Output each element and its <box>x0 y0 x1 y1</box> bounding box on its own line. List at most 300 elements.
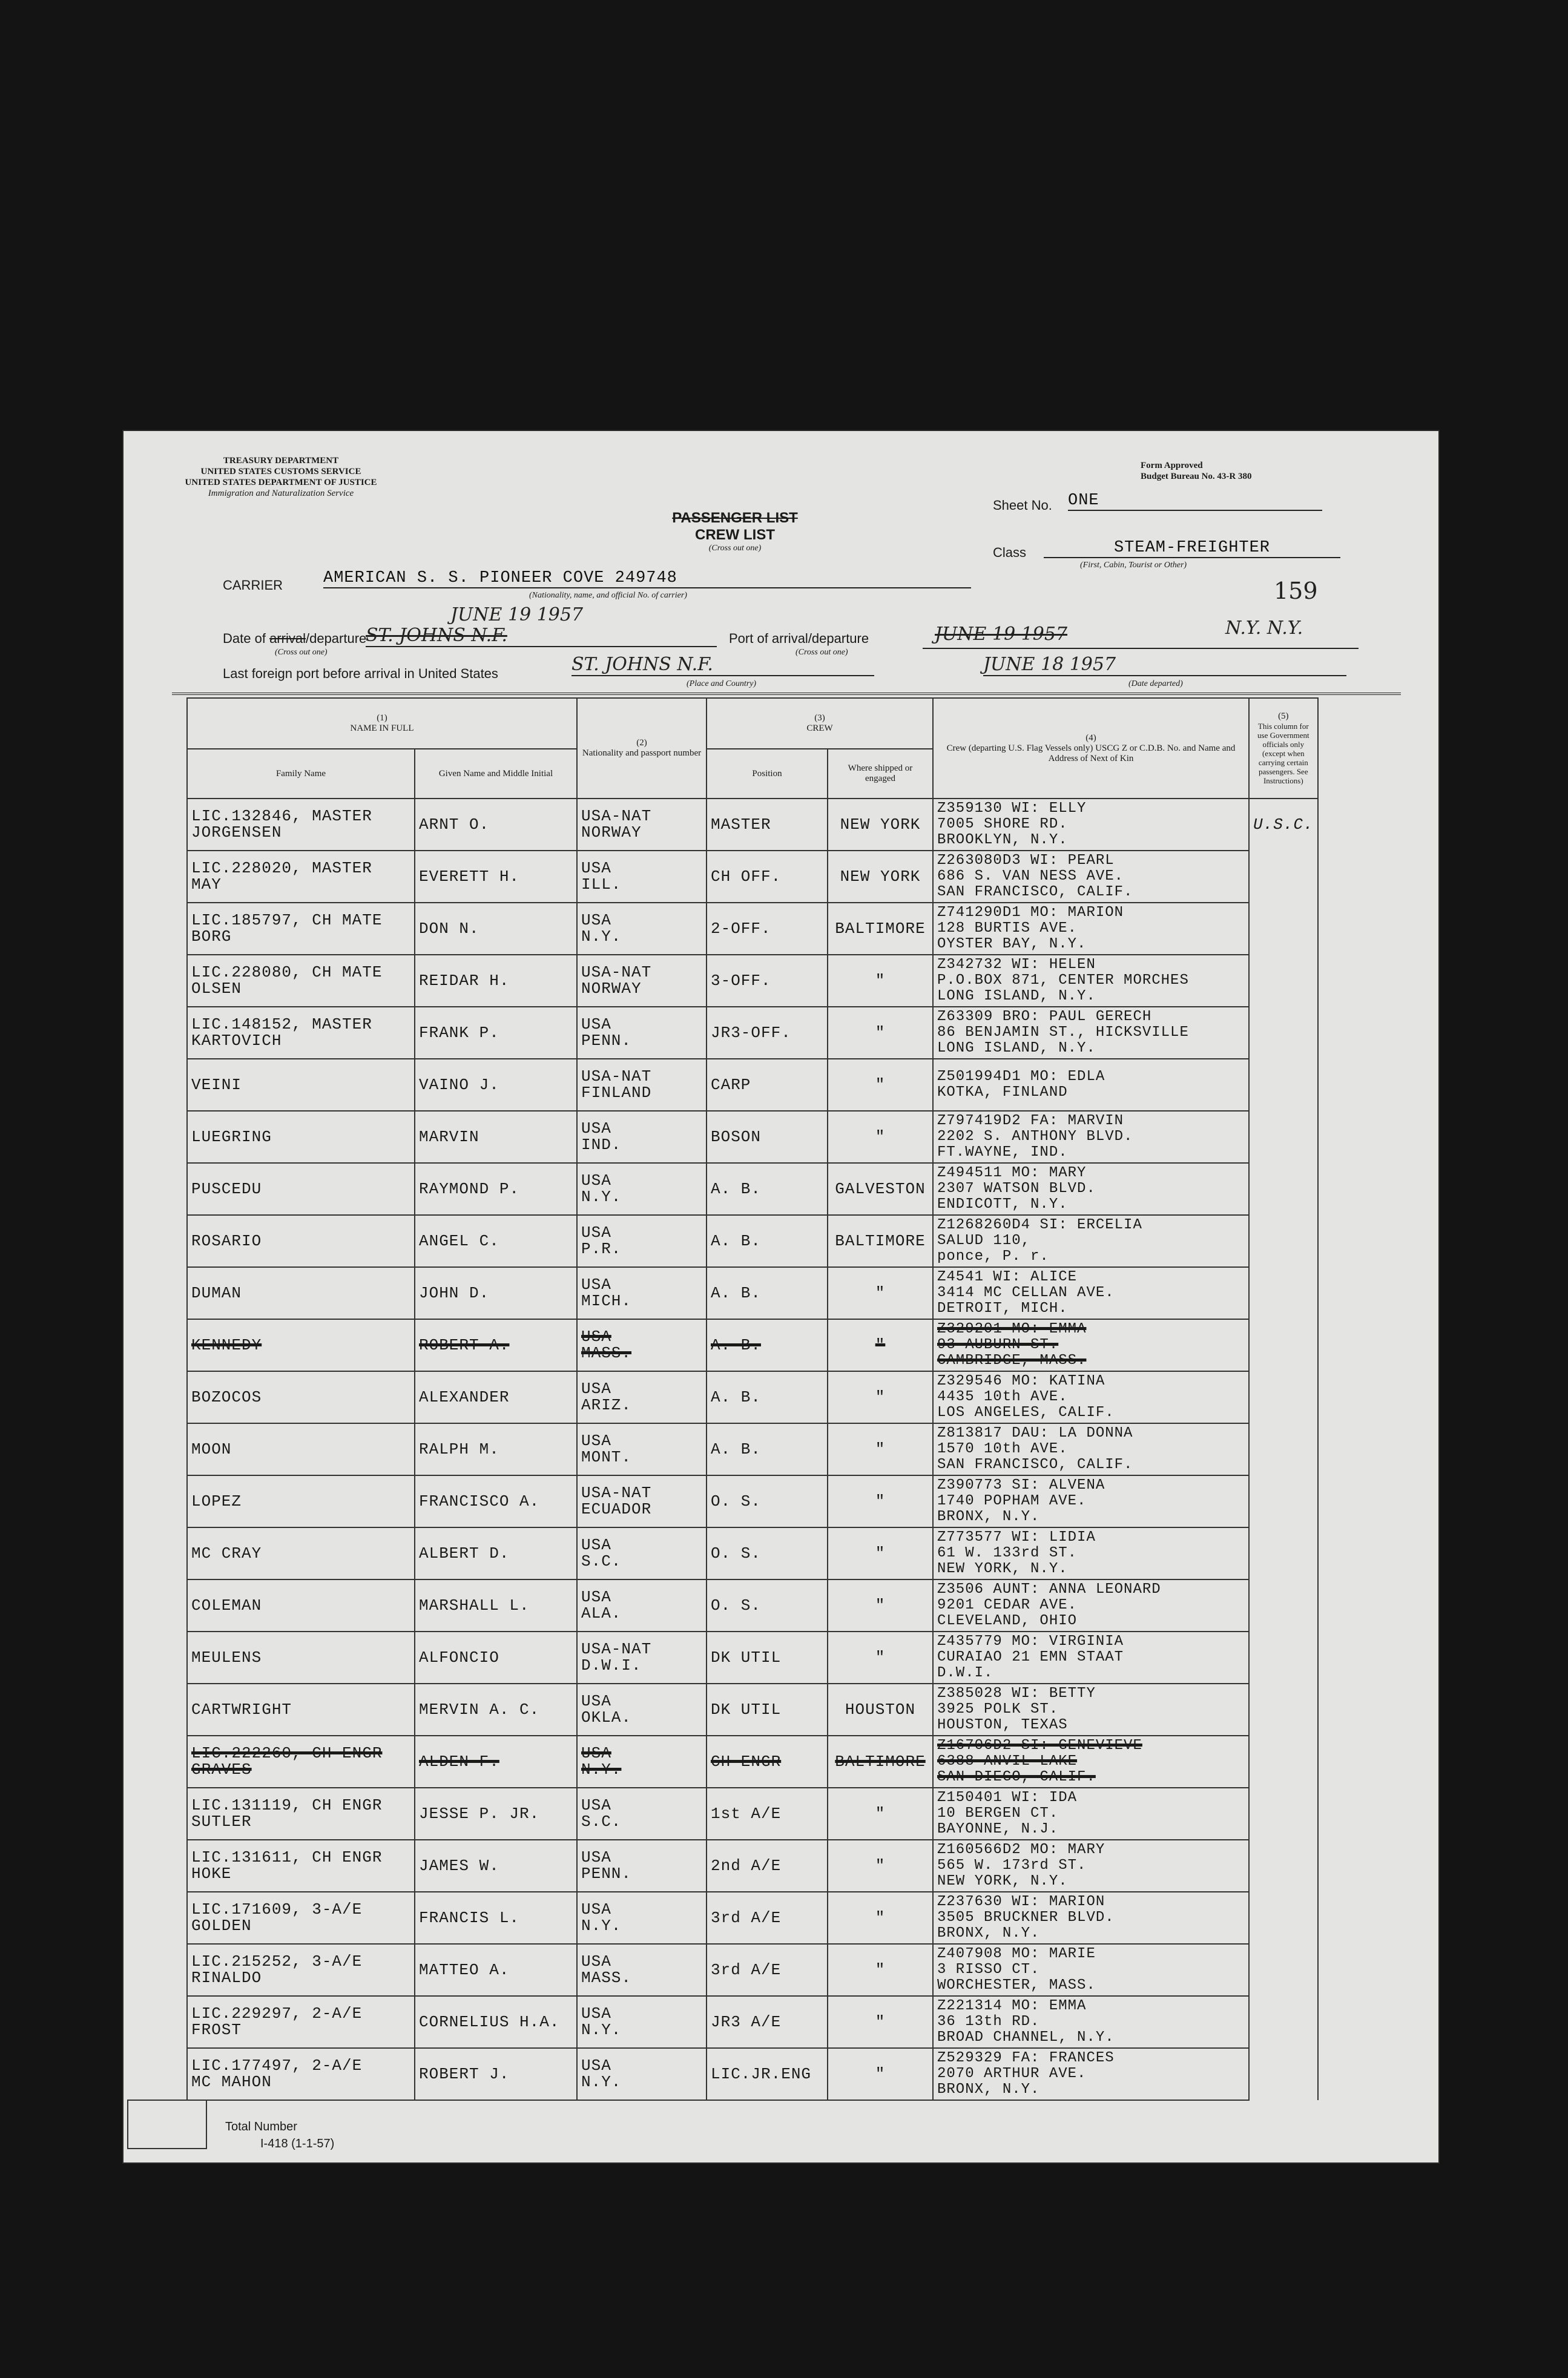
crew-family-name <box>187 955 415 1007</box>
crew-family-name-family2: MC CRAY <box>191 1544 262 1563</box>
crew-list-form <box>124 431 1438 2162</box>
crew-nationality-nat2: P.R. <box>581 1240 622 1258</box>
crew-next-of-kin-kin1: Z390773 SI: ALVENA <box>937 1477 1105 1494</box>
crew-where-shipped-where: BALTIMORE <box>835 1231 926 1250</box>
port-underline <box>923 648 1359 649</box>
crew-government-use <box>1249 1579 1318 1632</box>
crew-next-of-kin <box>933 1111 1249 1163</box>
crew-next-of-kin-kin3: SAN DIEGO, CALIF. <box>937 1769 1096 1785</box>
crew-given-name-given: JOHN D. <box>419 1283 490 1302</box>
crew-where-shipped-where: HOUSTON <box>845 1700 916 1719</box>
crew-family-name-family1: LIC.148152, MASTER <box>191 1015 372 1033</box>
crew-position-position: 3rd A/E <box>711 1908 782 1927</box>
crew-nationality <box>577 851 707 903</box>
crew-next-of-kin <box>933 1267 1249 1319</box>
crew-next-of-kin-kin1: Z407908 MO: MARIE <box>937 1946 1096 1962</box>
crew-where-shipped-where: " <box>875 971 886 990</box>
crew-government-use <box>1249 1059 1318 1111</box>
crew-next-of-kin-kin2: 2202 S. ANTHONY BLVD. <box>937 1128 1133 1145</box>
crew-nationality <box>577 1788 707 1840</box>
crew-family-name-family2: DUMAN <box>191 1283 242 1302</box>
crew-nationality-nat1: USA <box>581 1276 611 1294</box>
crew-next-of-kin-kin2: KOTKA, FINLAND <box>937 1084 1068 1101</box>
crew-given-name <box>415 1684 577 1736</box>
crew-family-name <box>187 1163 415 1215</box>
crew-family-name-family2: FROST <box>191 2021 242 2039</box>
crew-nationality-nat2: MASS. <box>581 1969 632 1987</box>
crew-next-of-kin <box>933 1632 1249 1684</box>
crew-nationality <box>577 1319 707 1371</box>
crew-given-name-given: JESSE P. JR. <box>419 1804 540 1823</box>
crew-next-of-kin <box>933 799 1249 851</box>
crew-next-of-kin <box>933 1892 1249 1944</box>
crew-next-of-kin-kin3: OYSTER BAY, N.Y. <box>937 936 1087 952</box>
crew-family-name <box>187 1319 415 1371</box>
crew-nationality-nat2: ARIZ. <box>581 1396 632 1414</box>
crew-government-use <box>1249 1423 1318 1475</box>
crew-position <box>707 799 828 851</box>
family-name-header: Family Name <box>187 749 415 799</box>
crew-given-name <box>415 903 577 955</box>
date-struck-note: ST. JOHNS N.F. <box>366 625 717 647</box>
crew-family-name <box>187 1840 415 1892</box>
crew-position <box>707 1371 828 1423</box>
crew-government-use <box>1249 851 1318 903</box>
crew-where-shipped <box>828 851 933 903</box>
crew-nationality <box>577 1632 707 1684</box>
crew-government-use <box>1249 799 1318 851</box>
crew-position <box>707 1475 828 1527</box>
last-port-date-caption: (Date departed) <box>1128 679 1183 688</box>
crew-family-name <box>187 1996 415 2048</box>
crew-where-shipped <box>828 903 933 955</box>
crew-next-of-kin-kin2: 128 BURTIS AVE. <box>937 920 1078 937</box>
crew-family-name-family2: PUSCEDU <box>191 1179 262 1198</box>
crew-where-shipped <box>828 1371 933 1423</box>
crew-family-name-family2: KENNEDY <box>191 1336 262 1354</box>
crew-next-of-kin-kin3: ponce, P. r. <box>937 1248 1049 1265</box>
crew-given-name-given: FRANK P. <box>419 1023 499 1042</box>
crew-nationality-nat2: MONT. <box>581 1448 632 1466</box>
crew-given-name <box>415 1736 577 1788</box>
crew-next-of-kin <box>933 1371 1249 1423</box>
crew-family-name-family2: JORGENSEN <box>191 823 282 842</box>
crew-next-of-kin-kin2: 3925 POLK ST. <box>937 1701 1059 1718</box>
crew-given-name-given: MARSHALL L. <box>419 1596 530 1615</box>
crew-position <box>707 851 828 903</box>
crew-family-name-family2: MAY <box>191 875 222 894</box>
crew-next-of-kin-kin2: 86 BENJAMIN ST., HICKSVILLE <box>937 1024 1189 1041</box>
crew-next-of-kin <box>933 1059 1249 1111</box>
crew-next-of-kin-kin2: 9201 CEDAR AVE. <box>937 1597 1078 1613</box>
crew-position <box>707 1632 828 1684</box>
crew-next-of-kin-kin1: Z16706D2 SI: GENEVIEVE <box>937 1737 1142 1754</box>
crew-nationality-nat1: USA <box>581 1380 611 1398</box>
crew-row <box>187 2048 1318 2100</box>
crew-position-position: CARP <box>711 1075 751 1094</box>
crew-where-shipped <box>828 1267 933 1319</box>
crew-nationality-nat2: N.Y. <box>581 1917 622 1935</box>
crew-next-of-kin-kin2: P.O.BOX 871, CENTER MORCHES <box>937 972 1189 989</box>
crew-where-shipped <box>828 955 933 1007</box>
crew-given-name-given: FRANCISCO A. <box>419 1492 540 1510</box>
crew-given-name <box>415 1788 577 1840</box>
crew-family-name <box>187 1944 415 1996</box>
crew-government-use <box>1249 1267 1318 1319</box>
crew-next-of-kin-kin2: 1740 POPHAM AVE. <box>937 1493 1087 1509</box>
crew-government-use <box>1249 1007 1318 1059</box>
crew-family-name-family2: CARTWRIGHT <box>191 1700 292 1719</box>
crew-given-name-given: REIDAR H. <box>419 971 510 990</box>
crew-government-use <box>1249 1996 1318 2048</box>
crew-nationality-nat2: N.Y. <box>581 927 622 946</box>
crew-position <box>707 1163 828 1215</box>
crew-next-of-kin-kin3: BROOKLYN, N.Y. <box>937 832 1068 848</box>
crew-next-of-kin-kin3: BRONX, N.Y. <box>937 1509 1040 1525</box>
crew-nationality <box>577 1527 707 1579</box>
crew-next-of-kin <box>933 1475 1249 1527</box>
crew-row <box>187 1267 1318 1319</box>
crew-next-of-kin-kin2: 3414 MC CELLAN AVE. <box>937 1285 1115 1301</box>
crew-government-use <box>1249 955 1318 1007</box>
crew-nationality-nat2: N.Y. <box>581 1760 622 1779</box>
position-header: Position <box>707 749 828 799</box>
crew-government-use <box>1249 1788 1318 1840</box>
where-shipped-header: Where shipped or engaged <box>828 749 933 799</box>
crew-family-name <box>187 799 415 851</box>
carrier-label: CARRIER <box>223 578 283 593</box>
col4-number: (4) <box>1085 733 1096 743</box>
crew-family-name <box>187 1736 415 1788</box>
crew-nationality <box>577 2048 707 2100</box>
col2-title: Nationality and passport number <box>582 748 702 758</box>
crew-family-name-family2: MC MAHON <box>191 2073 272 2091</box>
crew-government-use <box>1249 1475 1318 1527</box>
crew-family-name-family2: MOON <box>191 1440 232 1458</box>
form-number: I-418 (1-1-57) <box>260 2137 335 2150</box>
col3-number: (3) <box>814 713 825 723</box>
crew-position <box>707 1788 828 1840</box>
crew-given-name-given: ALBERT D. <box>419 1544 510 1563</box>
crew-position-position: 2nd A/E <box>711 1856 782 1875</box>
agency-line-4: Immigration and Naturalization Service <box>208 489 354 498</box>
crew-next-of-kin <box>933 1579 1249 1632</box>
crew-nationality <box>577 1892 707 1944</box>
crew-family-name-family2: SUTLER <box>191 1813 252 1831</box>
crew-next-of-kin-kin3: DETROIT, MICH. <box>937 1300 1068 1317</box>
crew-next-of-kin <box>933 2048 1249 2100</box>
crew-where-shipped <box>828 1319 933 1371</box>
crew-where-shipped-where: GALVESTON <box>835 1179 926 1198</box>
crew-next-of-kin <box>933 1163 1249 1215</box>
crew-given-name <box>415 1267 577 1319</box>
crew-position-position: A. B. <box>711 1388 762 1406</box>
crew-nationality-nat1: USA <box>581 911 611 929</box>
crew-nationality-nat2: MICH. <box>581 1292 632 1310</box>
crew-next-of-kin-kin2: 36 13th RD. <box>937 2014 1040 2030</box>
crew-family-name-family1: LIC.215252, 3-A/E <box>191 1952 363 1971</box>
crew-row <box>187 1632 1318 1684</box>
crew-nationality-nat2: NORWAY <box>581 823 642 842</box>
crew-where-shipped <box>828 1007 933 1059</box>
crew-next-of-kin-kin3: LONG ISLAND, N.Y. <box>937 1040 1096 1056</box>
crew-where-shipped-where: " <box>875 1804 886 1823</box>
crew-next-of-kin-kin3: NEW YORK, N.Y. <box>937 1873 1068 1889</box>
crew-given-name <box>415 1840 577 1892</box>
crew-given-name-given: MARVIN <box>419 1127 479 1146</box>
crew-next-of-kin-kin3: SAN FRANCISCO, CALIF. <box>937 1457 1133 1473</box>
crew-next-of-kin-kin1: Z529329 FA: FRANCES <box>937 2050 1115 2066</box>
crew-next-of-kin-kin1: Z3506 AUNT: ANNA LEONARD <box>937 1581 1161 1598</box>
crew-position-position: A. B. <box>711 1283 762 1302</box>
passenger-list-title: PASSENGER LIST <box>672 510 798 526</box>
crew-given-name <box>415 2048 577 2100</box>
crew-family-name-family2: BOZOCOS <box>191 1388 262 1406</box>
crew-where-shipped-where: " <box>875 1440 886 1458</box>
crew-nationality <box>577 1684 707 1736</box>
crew-position-position: JR3 A/E <box>711 2012 782 2031</box>
crew-government-use <box>1249 1632 1318 1684</box>
class-caption: (First, Cabin, Tourist or Other) <box>1080 561 1187 570</box>
crew-where-shipped-where: NEW YORK <box>840 867 921 886</box>
crew-family-name-family1: LIC.131119, CH ENGR <box>191 1796 383 1814</box>
total-number-label: Total Number <box>225 2120 297 2133</box>
crew-table-body <box>187 799 1318 2100</box>
crew-family-name-family2: COLEMAN <box>191 1596 262 1615</box>
header-divider <box>172 693 1401 695</box>
port-caption: (Cross out one) <box>796 648 848 657</box>
crew-position-position: LIC.JR.ENG <box>711 2064 812 2083</box>
col4-header <box>933 698 1249 799</box>
crew-where-shipped-where: " <box>875 1127 886 1146</box>
crew-position <box>707 1423 828 1475</box>
crew-next-of-kin <box>933 1215 1249 1267</box>
crew-next-of-kin-kin1: Z4541 WI: ALICE <box>937 1269 1078 1285</box>
crew-next-of-kin-kin3: BRONX, N.Y. <box>937 1925 1040 1942</box>
crew-nationality-nat1: USA <box>581 1171 611 1190</box>
crew-given-name <box>415 1475 577 1527</box>
crew-given-name <box>415 1059 577 1111</box>
sheet-value: ONE <box>1068 492 1322 511</box>
crew-position-position: O. S. <box>711 1596 762 1615</box>
crew-given-name <box>415 1996 577 2048</box>
crew-nationality-nat1: USA <box>581 1692 611 1710</box>
crew-next-of-kin-kin1: Z435779 MO: VIRGINIA <box>937 1633 1124 1650</box>
crew-position-position: MASTER <box>711 815 771 834</box>
total-number-box <box>127 2100 207 2149</box>
crew-nationality <box>577 903 707 955</box>
crew-position-position: A. B. <box>711 1231 762 1250</box>
crew-nationality-nat1: USA <box>581 1744 611 1762</box>
last-port-label: Last foreign port before arrival in United States <box>223 666 498 681</box>
crew-row <box>187 1892 1318 1944</box>
crew-position-position: 2-OFF. <box>711 919 771 938</box>
crew-row <box>187 1111 1318 1163</box>
sheet-label: Sheet No. <box>993 498 1052 513</box>
crew-next-of-kin-kin1: Z221314 MO: EMMA <box>937 1998 1087 2014</box>
crew-position <box>707 1944 828 1996</box>
crew-family-name-family2: GOLDEN <box>191 1917 252 1935</box>
crew-position-position: A. B. <box>711 1179 762 1198</box>
crew-government-use <box>1249 2048 1318 2100</box>
crew-position-position: BOSON <box>711 1127 762 1146</box>
crew-nationality <box>577 1423 707 1475</box>
crew-given-name <box>415 851 577 903</box>
crew-nationality-nat1: USA <box>581 1119 611 1138</box>
crew-where-shipped-where: " <box>875 1856 886 1875</box>
form-approved <box>1141 460 1252 482</box>
crew-where-shipped <box>828 1944 933 1996</box>
crew-next-of-kin-kin3: LONG ISLAND, N.Y. <box>937 988 1096 1004</box>
crew-next-of-kin-kin2: 4435 10th AVE. <box>937 1389 1068 1405</box>
crew-given-name-given: JAMES W. <box>419 1856 499 1875</box>
crew-family-name <box>187 1059 415 1111</box>
crew-government-use <box>1249 1736 1318 1788</box>
crew-given-name-given: RAYMOND P. <box>419 1179 520 1198</box>
crew-position <box>707 1840 828 1892</box>
crew-family-name-family2: HOKE <box>191 1865 232 1883</box>
crew-family-name-family1: LIC.222260, CH ENGR <box>191 1744 383 1762</box>
crew-family-name <box>187 1788 415 1840</box>
crew-where-shipped-where: " <box>875 1544 886 1563</box>
crew-government-use <box>1249 1111 1318 1163</box>
crew-family-name <box>187 1267 415 1319</box>
col5-number: (5) <box>1278 711 1289 721</box>
agency-line-3: UNITED STATES DEPARTMENT OF JUSTICE <box>185 478 377 487</box>
crew-row <box>187 799 1318 851</box>
crew-government-use <box>1249 1319 1318 1371</box>
crew-next-of-kin-kin1: Z773577 WI: LIDIA <box>937 1529 1096 1546</box>
crew-government-use-gov: U.S.C. <box>1253 815 1314 834</box>
crew-row <box>187 1840 1318 1892</box>
crew-next-of-kin-kin1: Z263080D3 WI: PEARL <box>937 852 1115 869</box>
crew-row <box>187 1579 1318 1632</box>
crew-position-position: JR3-OFF. <box>711 1023 791 1042</box>
crew-next-of-kin-kin1: Z63309 BRO: PAUL GERECH <box>937 1009 1152 1025</box>
crew-government-use <box>1249 1944 1318 1996</box>
crew-given-name-given: ANGEL C. <box>419 1231 499 1250</box>
crew-nationality-nat1: USA <box>581 1588 611 1606</box>
crew-family-name-family2: BORG <box>191 927 232 946</box>
crew-position <box>707 2048 828 2100</box>
crew-where-shipped <box>828 1892 933 1944</box>
crew-next-of-kin-kin3: SAN FRANCISCO, CALIF. <box>937 884 1133 900</box>
crew-next-of-kin <box>933 903 1249 955</box>
crew-given-name-given: ALDEN F. <box>419 1752 499 1771</box>
crew-given-name-given: ALEXANDER <box>419 1388 510 1406</box>
crew-family-name-family2: MEULENS <box>191 1648 262 1667</box>
agency-line-1: TREASURY DEPARTMENT <box>223 456 339 466</box>
crew-position-position: A. B. <box>711 1336 762 1354</box>
crew-given-name <box>415 955 577 1007</box>
crew-next-of-kin-kin2: SALUD 110, <box>937 1233 1031 1249</box>
crew-nationality-nat1: USA <box>581 1900 611 1919</box>
crew-position <box>707 1319 828 1371</box>
given-name-header: Given Name and Middle Initial <box>415 749 577 799</box>
crew-next-of-kin-kin2: 10 BERGEN CT. <box>937 1805 1059 1822</box>
crew-next-of-kin-kin3: LOS ANGELES, CALIF. <box>937 1405 1115 1421</box>
crew-given-name-given: ALFONCIO <box>419 1648 499 1667</box>
crew-position-position: DK UTIL <box>711 1648 782 1667</box>
crew-where-shipped-where: " <box>875 1388 886 1406</box>
crew-position <box>707 903 828 955</box>
crew-position-position: CH OFF. <box>711 867 782 886</box>
crew-where-shipped-where: " <box>875 1492 886 1510</box>
crew-given-name <box>415 1319 577 1371</box>
crew-next-of-kin-kin1: Z160566D2 MO: MARY <box>937 1842 1105 1858</box>
crew-nationality <box>577 799 707 851</box>
crew-given-name <box>415 1215 577 1267</box>
crew-next-of-kin-kin3: ENDICOTT, N.Y. <box>937 1196 1068 1213</box>
crew-family-name-family2: ROSARIO <box>191 1231 262 1250</box>
date-value: JUNE 19 1957 <box>450 604 584 625</box>
crew-given-name-given: MATTEO A. <box>419 1960 510 1979</box>
page-number: 159 <box>1274 578 1318 604</box>
crew-row <box>187 1319 1318 1371</box>
crew-next-of-kin-kin2: 565 W. 173rd ST. <box>937 1857 1087 1874</box>
crew-next-of-kin-kin3: BROAD CHANNEL, N.Y. <box>937 2029 1115 2046</box>
crew-family-name <box>187 1423 415 1475</box>
crew-where-shipped <box>828 1475 933 1527</box>
crew-where-shipped-where: " <box>875 1023 886 1042</box>
crew-row <box>187 1996 1318 2048</box>
crew-row <box>187 1371 1318 1423</box>
form-approved-line-1: Form Approved <box>1141 461 1203 470</box>
crew-family-name-family2: OLSEN <box>191 980 242 998</box>
crew-where-shipped-where: BALTIMORE <box>835 919 926 938</box>
crew-family-name-family1: LIC.229297, 2-A/E <box>191 2004 363 2023</box>
crew-where-shipped-where: " <box>875 1075 886 1094</box>
crew-family-name <box>187 1007 415 1059</box>
crew-nationality-nat1: USA <box>581 1015 611 1033</box>
crew-given-name-given: ROBERT J. <box>419 2064 510 2083</box>
crew-row <box>187 903 1318 955</box>
crew-next-of-kin-kin1: Z237630 WI: MARION <box>937 1894 1105 1910</box>
carrier-value: AMERICAN S. S. PIONEER COVE 249748 <box>323 569 971 588</box>
crew-row <box>187 1684 1318 1736</box>
crew-family-name-family1: LIC.185797, CH MATE <box>191 911 383 929</box>
crew-government-use <box>1249 1527 1318 1579</box>
col5-header <box>1249 698 1318 799</box>
crew-nationality <box>577 1111 707 1163</box>
crew-family-name <box>187 1632 415 1684</box>
crew-given-name-given: MERVIN A. C. <box>419 1700 540 1719</box>
crew-given-name <box>415 1163 577 1215</box>
crew-where-shipped <box>828 1788 933 1840</box>
crew-next-of-kin-kin2: 61 W. 133rd ST. <box>937 1545 1078 1561</box>
crew-nationality-nat2: MASS. <box>581 1344 632 1362</box>
crew-row <box>187 955 1318 1007</box>
crew-government-use <box>1249 1684 1318 1736</box>
crew-given-name-given: VAINO J. <box>419 1075 499 1094</box>
crew-position-position: O. S. <box>711 1544 762 1563</box>
crew-row <box>187 1163 1318 1215</box>
crew-position <box>707 1059 828 1111</box>
form-approved-line-2: Budget Bureau No. 43-R 380 <box>1141 472 1252 481</box>
crew-where-shipped <box>828 1059 933 1111</box>
crew-where-shipped-where: " <box>875 1648 886 1667</box>
crew-next-of-kin-kin2: 7005 SHORE RD. <box>937 816 1068 832</box>
carrier-caption: (Nationality, name, and official No. of carrier) <box>529 591 687 600</box>
crew-next-of-kin-kin2: 3505 BRUCKNER BLVD. <box>937 1909 1115 1926</box>
crew-nationality <box>577 1267 707 1319</box>
crew-given-name-given: ARNT O. <box>419 815 490 834</box>
crew-position <box>707 1215 828 1267</box>
crew-where-shipped-where: " <box>875 1596 886 1615</box>
crew-given-name <box>415 1527 577 1579</box>
col3-title: CREW <box>806 723 833 733</box>
crew-position-position: 1st A/E <box>711 1804 782 1823</box>
